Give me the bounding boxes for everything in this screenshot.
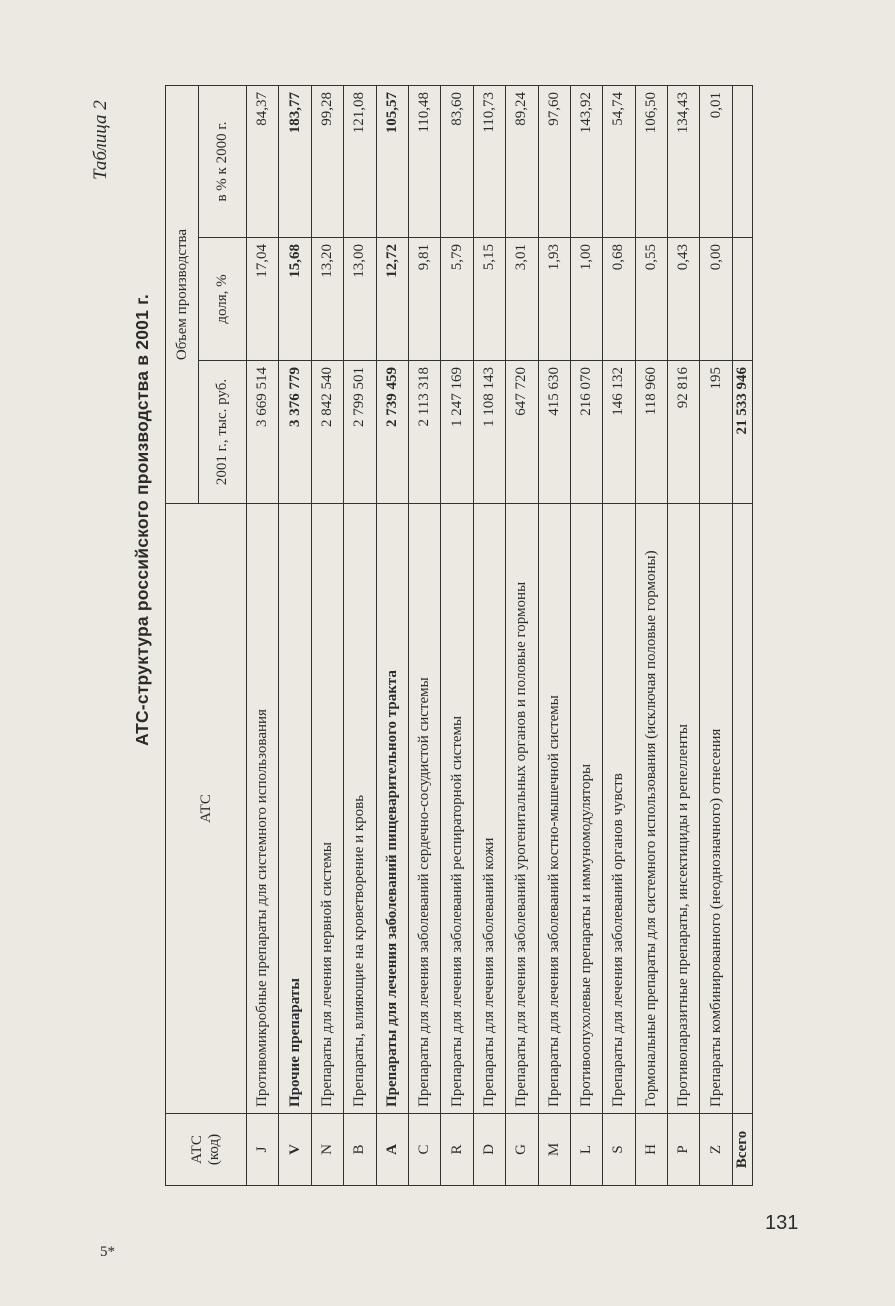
atc-name-cell: Препараты для лечения заболеваний кожи bbox=[473, 504, 505, 1114]
atc-code-cell: Z bbox=[700, 1114, 733, 1186]
signature-mark: 5* bbox=[100, 1244, 115, 1260]
atc-name-cell: Препараты, влияющие на кроветворение и кровь bbox=[344, 504, 376, 1114]
table-total-row bbox=[733, 85, 753, 1185]
atc-code-cell: L bbox=[570, 1114, 602, 1186]
volume-cell: 2 739 459 bbox=[376, 361, 408, 504]
total-label: Всего bbox=[733, 1114, 753, 1186]
atc-code-cell: A bbox=[376, 1114, 408, 1186]
atc-name-cell: Препараты для лечения заболеваний урогенитальных органов и половые гормоны bbox=[506, 504, 538, 1114]
table-header-row bbox=[166, 85, 199, 1185]
pct-cell: 83,60 bbox=[441, 85, 473, 237]
header-code-line2: (код) bbox=[206, 1133, 222, 1166]
volume-cell: 415 630 bbox=[538, 361, 570, 504]
header-production-volume: Объем производства bbox=[166, 85, 199, 503]
atc-code-cell: S bbox=[603, 1114, 635, 1186]
table-row bbox=[700, 85, 733, 1185]
table-row bbox=[635, 85, 667, 1185]
share-cell: 15,68 bbox=[279, 238, 311, 361]
table-caption: Таблица 2 bbox=[90, 100, 111, 180]
table-row bbox=[570, 85, 602, 1185]
pct-cell: 143,92 bbox=[570, 85, 602, 237]
atc-name-cell: Гормональные препараты для системного использования (исключая половые гормоны) bbox=[635, 504, 667, 1114]
atc-code-cell: D bbox=[473, 1114, 505, 1186]
pct-cell: 0,01 bbox=[700, 85, 733, 237]
total-pct bbox=[733, 85, 753, 237]
volume-cell: 216 070 bbox=[570, 361, 602, 504]
volume-cell: 2 799 501 bbox=[344, 361, 376, 504]
share-cell: 12,72 bbox=[376, 238, 408, 361]
total-volume: 21 533 946 bbox=[733, 361, 753, 504]
table-row bbox=[311, 85, 343, 1185]
pct-cell: 110,48 bbox=[408, 85, 440, 237]
share-cell: 1,93 bbox=[538, 238, 570, 361]
table-row bbox=[603, 85, 635, 1185]
volume-cell: 146 132 bbox=[603, 361, 635, 504]
atc-code-cell: M bbox=[538, 1114, 570, 1186]
atc-code-cell: B bbox=[344, 1114, 376, 1186]
atc-name-cell: Противомикробные препараты для системного использования bbox=[247, 504, 279, 1114]
volume-cell: 1 247 169 bbox=[441, 361, 473, 504]
total-empty bbox=[733, 504, 753, 1114]
atc-name-cell: Препараты для лечения заболеваний пищеварительного тракта bbox=[376, 504, 408, 1114]
atc-name-cell: Препараты для лечения заболеваний органов чувств bbox=[603, 504, 635, 1114]
atc-name-cell: Препараты комбинированного (неоднозначного) отнесения bbox=[700, 504, 733, 1114]
volume-cell: 195 bbox=[700, 361, 733, 504]
header-share: доля, % bbox=[199, 238, 247, 361]
atc-code-cell: N bbox=[311, 1114, 343, 1186]
pct-cell: 110,73 bbox=[473, 85, 505, 237]
share-cell: 0,68 bbox=[603, 238, 635, 361]
pct-cell: 106,50 bbox=[635, 85, 667, 237]
header-volume: 2001 г., тыс. руб. bbox=[199, 361, 247, 504]
header-code bbox=[166, 1114, 247, 1186]
atc-code-cell: H bbox=[635, 1114, 667, 1186]
atc-structure-table bbox=[165, 85, 753, 1186]
atc-code-cell: C bbox=[408, 1114, 440, 1186]
table-row bbox=[506, 85, 538, 1185]
atc-name-cell: Препараты для лечения заболеваний костно-мышечной системы bbox=[538, 504, 570, 1114]
table-row bbox=[344, 85, 376, 1185]
pct-cell: 121,08 bbox=[344, 85, 376, 237]
share-cell: 17,04 bbox=[247, 238, 279, 361]
table-row bbox=[473, 85, 505, 1185]
table-row bbox=[538, 85, 570, 1185]
table-body bbox=[247, 85, 733, 1185]
atc-name-cell: Противоопухолевые препараты и иммуномодуляторы bbox=[570, 504, 602, 1114]
atc-name-cell: Противопаразитные препараты, инсектициды и репелленты bbox=[668, 504, 700, 1114]
atc-code-cell: V bbox=[279, 1114, 311, 1186]
table-row bbox=[441, 85, 473, 1185]
pct-cell: 84,37 bbox=[247, 85, 279, 237]
share-cell: 5,79 bbox=[441, 238, 473, 361]
share-cell: 1,00 bbox=[570, 238, 602, 361]
volume-cell: 3 669 514 bbox=[247, 361, 279, 504]
volume-cell: 1 108 143 bbox=[473, 361, 505, 504]
atc-name-cell: Препараты для лечения заболеваний сердечно-сосудистой системы bbox=[408, 504, 440, 1114]
volume-cell: 118 960 bbox=[635, 361, 667, 504]
pct-cell: 54,74 bbox=[603, 85, 635, 237]
header-atc: АТС bbox=[166, 504, 247, 1114]
volume-cell: 2 842 540 bbox=[311, 361, 343, 504]
pct-cell: 89,24 bbox=[506, 85, 538, 237]
page-number: 131 bbox=[765, 1212, 799, 1234]
pct-cell: 97,60 bbox=[538, 85, 570, 237]
page-title: АТС-структура российского производства в 2001 г. bbox=[132, 294, 152, 746]
volume-cell: 3 376 779 bbox=[279, 361, 311, 504]
table-row bbox=[279, 85, 311, 1185]
table-row bbox=[247, 85, 279, 1185]
share-cell: 0,00 bbox=[700, 238, 733, 361]
share-cell: 0,55 bbox=[635, 238, 667, 361]
pct-cell: 183,77 bbox=[279, 85, 311, 237]
atc-name-cell: Препараты для лечения заболеваний респираторной системы bbox=[441, 504, 473, 1114]
pct-cell: 105,57 bbox=[376, 85, 408, 237]
atc-name-cell: Прочие препараты bbox=[279, 504, 311, 1114]
share-cell: 13,20 bbox=[311, 238, 343, 361]
header-code-line1: АТС bbox=[189, 1135, 205, 1164]
atc-code-cell: P bbox=[668, 1114, 700, 1186]
pct-cell: 99,28 bbox=[311, 85, 343, 237]
table-row bbox=[376, 85, 408, 1185]
share-cell: 13,00 bbox=[344, 238, 376, 361]
atc-name-cell: Препараты для лечения нервной системы bbox=[311, 504, 343, 1114]
atc-table-container bbox=[165, 86, 753, 1186]
atc-code-cell: J bbox=[247, 1114, 279, 1186]
header-pct: в % к 2000 г. bbox=[199, 85, 247, 237]
total-share bbox=[733, 238, 753, 361]
atc-code-cell: R bbox=[441, 1114, 473, 1186]
volume-cell: 2 113 318 bbox=[408, 361, 440, 504]
table-row bbox=[668, 85, 700, 1185]
share-cell: 5,15 bbox=[473, 238, 505, 361]
atc-code-cell: G bbox=[506, 1114, 538, 1186]
volume-cell: 92 816 bbox=[668, 361, 700, 504]
share-cell: 3,01 bbox=[506, 238, 538, 361]
volume-cell: 647 720 bbox=[506, 361, 538, 504]
pct-cell: 134,43 bbox=[668, 85, 700, 237]
share-cell: 0,43 bbox=[668, 238, 700, 361]
share-cell: 9,81 bbox=[408, 238, 440, 361]
table-row bbox=[408, 85, 440, 1185]
